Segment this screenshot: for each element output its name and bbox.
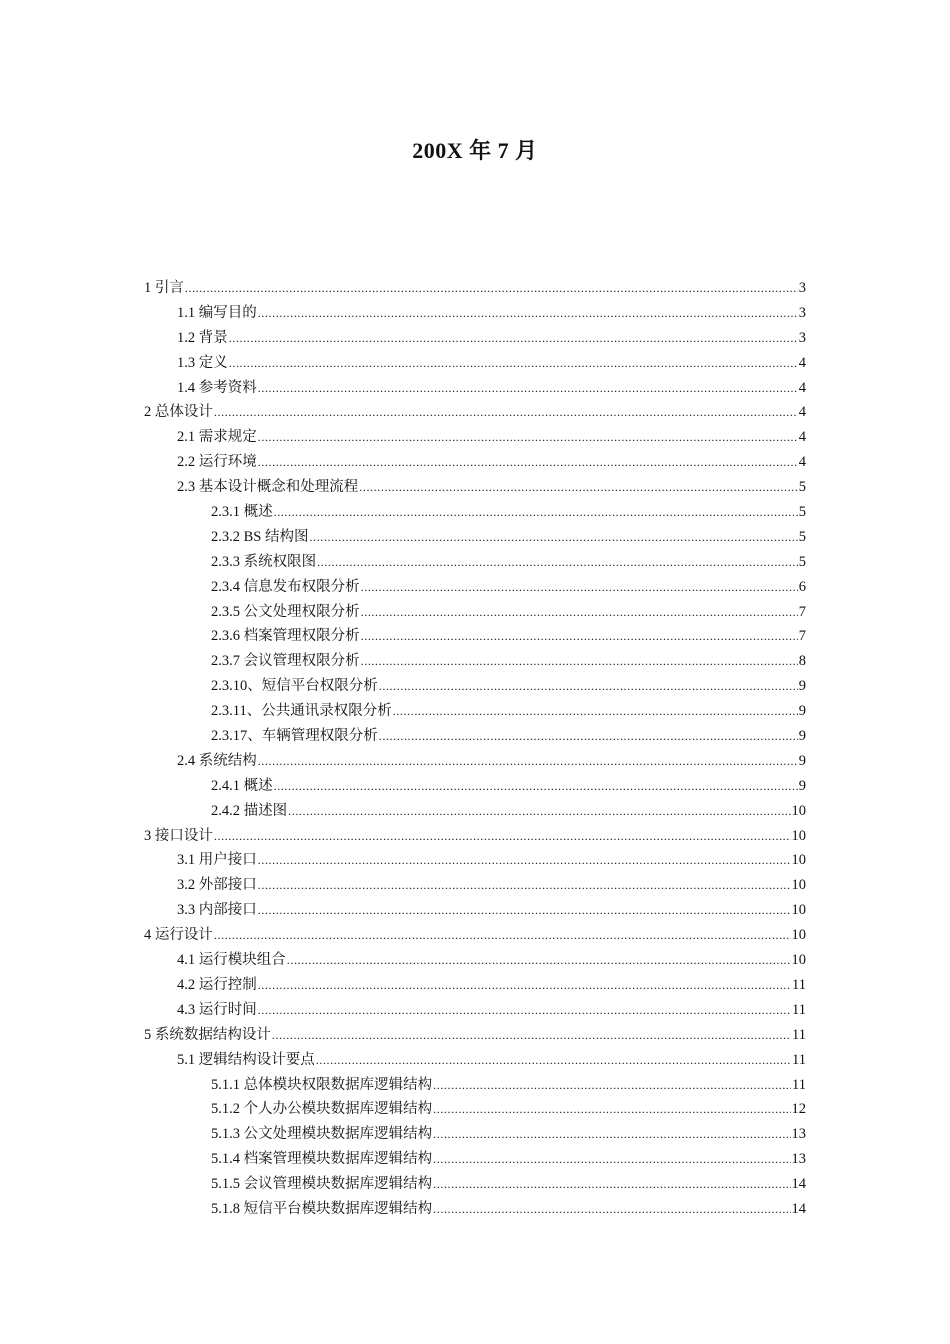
toc-entry-label: 3.1 用户接口 [177,852,257,869]
toc-entry-page-number: 5 [798,504,806,521]
toc-dot-leader [258,848,791,873]
toc-entry-page-number: 3 [798,280,806,296]
toc-dot-leader [361,600,798,625]
toc-dot-leader [258,973,791,998]
toc-entry[interactable] [0,525,806,550]
toc-entry-label: 2.3.2 BS 结构图 [211,528,309,545]
toc-entry[interactable] [0,898,806,923]
toc-entry[interactable] [0,749,806,774]
toc-entry[interactable] [0,674,806,699]
toc-dot-leader [258,450,798,475]
toc-entry-page-number: 10 [791,952,806,969]
toc-entry-label: 3.2 外部接口 [177,877,257,894]
toc-dot-leader [258,376,798,401]
toc-entry-page-number: 4 [798,404,806,421]
toc-dot-leader [393,699,798,724]
toc-entry-label: 5.1.5 会议管理模块数据库逻辑结构 [211,1176,433,1193]
toc-entry-label: 2.3.3 系统权限图 [211,553,317,570]
toc-dot-leader [288,799,790,824]
toc-dot-leader [229,326,798,351]
toc-entry-page-number: 11 [792,1076,806,1093]
toc-entry[interactable] [0,799,806,824]
toc-dot-leader [359,475,798,500]
toc-entry-page-number: 9 [798,777,806,794]
toc-entry-label: 2 总体设计 [144,404,213,421]
toc-entry-page-number: 4 [798,379,806,396]
toc-entry-page-number: 9 [798,752,806,769]
toc-entry-label: 2.3 基本设计概念和处理流程 [177,479,359,496]
toc-dot-leader [361,575,798,600]
toc-entry[interactable] [0,475,806,500]
toc-entry-page-number: 13 [791,1126,806,1143]
toc-entry-label: 2.3.7 会议管理权限分析 [211,653,360,670]
toc-dot-leader [258,873,791,898]
toc-dot-leader [185,276,798,301]
toc-dot-leader [274,500,798,525]
toc-entry-page-number: 7 [798,628,806,645]
toc-entry-label: 1.3 定义 [177,354,228,371]
toc-entry[interactable] [0,400,806,425]
toc-entry[interactable] [0,326,806,351]
toc-entry[interactable] [0,1172,806,1197]
toc-entry-page-number: 4 [798,354,806,371]
toc-entry-label: 1 引言 [144,280,184,296]
toc-entry-page-number: 9 [798,728,806,745]
page-title: 200X 年 7 月 [412,138,538,163]
toc-entry-page-number: 7 [798,603,806,620]
toc-dot-leader [433,1197,790,1222]
table-of-contents [0,276,950,1222]
toc-entry-label: 4 运行设计 [144,927,213,944]
toc-dot-leader [361,624,798,649]
toc-entry-page-number: 9 [798,678,806,695]
toc-entry-page-number: 4 [798,454,806,471]
toc-entry-page-number: 4 [798,429,806,446]
toc-entry[interactable] [0,948,806,973]
toc-dot-leader [214,400,798,425]
toc-dot-leader [272,1023,791,1048]
toc-entry[interactable] [0,624,806,649]
toc-dot-leader [274,774,798,799]
toc-dot-leader [361,649,798,674]
toc-entry-page-number: 10 [791,902,806,919]
toc-entry-page-number: 13 [791,1151,806,1168]
toc-entry-label: 5.1.8 短信平台模块数据库逻辑结构 [211,1200,433,1217]
toc-entry-page-number: 8 [798,653,806,670]
toc-entry[interactable] [0,1097,806,1122]
toc-entry-page-number: 14 [791,1200,806,1217]
toc-entry[interactable] [0,550,806,575]
toc-entry-page-number: 5 [798,479,806,496]
toc-entry[interactable] [0,1048,806,1073]
toc-entry-page-number: 10 [791,827,806,844]
toc-entry[interactable] [0,301,806,326]
toc-entry-label: 3.3 内部接口 [177,902,257,919]
toc-entry[interactable] [0,425,806,450]
toc-entry-label: 1.4 参考资料 [177,379,257,396]
toc-dot-leader [433,1122,790,1147]
toc-entry-label: 5.1.4 档案管理模块数据库逻辑结构 [211,1151,433,1168]
toc-entry-label: 5 系统数据结构设计 [144,1026,271,1043]
toc-entry[interactable] [0,649,806,674]
toc-entry[interactable] [0,998,806,1023]
toc-dot-leader [258,898,791,923]
toc-entry-label: 1.1 编写目的 [177,304,257,321]
toc-entry-label: 2.2 运行环境 [177,454,257,471]
toc-entry-label: 2.3.17、车辆管理权限分析 [211,728,378,745]
toc-dot-leader [433,1097,790,1122]
toc-dot-leader [316,1048,791,1073]
toc-entry-label: 2.3.4 信息发布权限分析 [211,578,360,595]
toc-entry-label: 2.3.11、公共通讯录权限分析 [211,703,392,720]
toc-entry-page-number: 5 [798,553,806,570]
toc-entry-page-number: 14 [791,1176,806,1193]
toc-dot-leader [287,948,791,973]
toc-entry-page-number: 10 [791,927,806,944]
toc-entry-page-number: 5 [798,528,806,545]
toc-entry[interactable] [0,1023,806,1048]
toc-entry[interactable] [0,973,806,998]
toc-dot-leader [379,674,798,699]
toc-entry[interactable] [0,276,806,301]
toc-entry-page-number: 3 [798,329,806,346]
toc-entry-label: 2.3.6 档案管理权限分析 [211,628,360,645]
toc-entry-page-number: 10 [791,877,806,894]
toc-dot-leader [214,824,791,849]
toc-entry[interactable] [0,724,806,749]
toc-entry-label: 4.1 运行模块组合 [177,952,286,969]
toc-entry-label: 2.3.1 概述 [211,504,273,521]
toc-entry[interactable] [0,824,806,849]
toc-entry-label: 2.1 需求规定 [177,429,257,446]
toc-entry-page-number: 9 [798,703,806,720]
toc-entry[interactable] [0,500,806,525]
toc-entry[interactable] [0,774,806,799]
toc-entry[interactable] [0,600,806,625]
toc-entry[interactable] [0,1197,806,1222]
toc-entry-page-number: 10 [791,802,806,819]
toc-entry-label: 2.4.1 概述 [211,777,273,794]
toc-entry[interactable] [0,376,806,401]
toc-entry-label: 4.3 运行时间 [177,1001,257,1018]
toc-entry-page-number: 11 [792,1026,806,1043]
toc-entry-label: 2.4 系统结构 [177,752,257,769]
toc-dot-leader [258,301,798,326]
toc-entry-label: 4.2 运行控制 [177,976,257,993]
toc-dot-leader [310,525,798,550]
toc-entry[interactable] [0,848,806,873]
toc-entry-page-number: 11 [792,1001,806,1018]
toc-entry-label: 3 接口设计 [144,827,213,844]
toc-entry-label: 5.1.1 总体模块权限数据库逻辑结构 [211,1076,433,1093]
toc-entry-label: 5.1 逻辑结构设计要点 [177,1051,315,1068]
toc-dot-leader [214,923,791,948]
toc-entry-label: 1.2 背景 [177,329,228,346]
toc-dot-leader [433,1147,790,1172]
toc-entry[interactable] [0,873,806,898]
toc-entry-page-number: 10 [791,852,806,869]
toc-entry-label: 5.1.2 个人办公模块数据库逻辑结构 [211,1101,433,1118]
toc-entry-page-number: 12 [791,1101,806,1118]
toc-entry[interactable] [0,1147,806,1172]
toc-entry[interactable] [0,699,806,724]
toc-entry-page-number: 11 [792,976,806,993]
toc-entry[interactable] [0,575,806,600]
toc-entry-label: 2.4.2 描述图 [211,802,288,819]
toc-dot-leader [258,425,798,450]
toc-dot-leader [258,998,791,1023]
toc-dot-leader [433,1172,790,1197]
toc-entry[interactable] [0,351,806,376]
toc-dot-leader [317,550,798,575]
toc-entry-label: 5.1.3 公文处理模块数据库逻辑结构 [211,1126,433,1143]
toc-entry-page-number: 11 [792,1051,806,1068]
toc-entry-page-number: 6 [798,578,806,595]
toc-entry-label: 2.3.10、短信平台权限分析 [211,678,378,695]
toc-entry[interactable] [0,1073,806,1098]
toc-entry[interactable] [0,450,806,475]
toc-dot-leader [433,1073,791,1098]
toc-entry-page-number: 3 [798,304,806,321]
toc-dot-leader [229,351,798,376]
toc-dot-leader [379,724,798,749]
toc-dot-leader [258,749,798,774]
toc-entry[interactable] [0,1122,806,1147]
toc-entry-label: 2.3.5 公文处理权限分析 [211,603,360,620]
toc-entry[interactable] [0,923,806,948]
